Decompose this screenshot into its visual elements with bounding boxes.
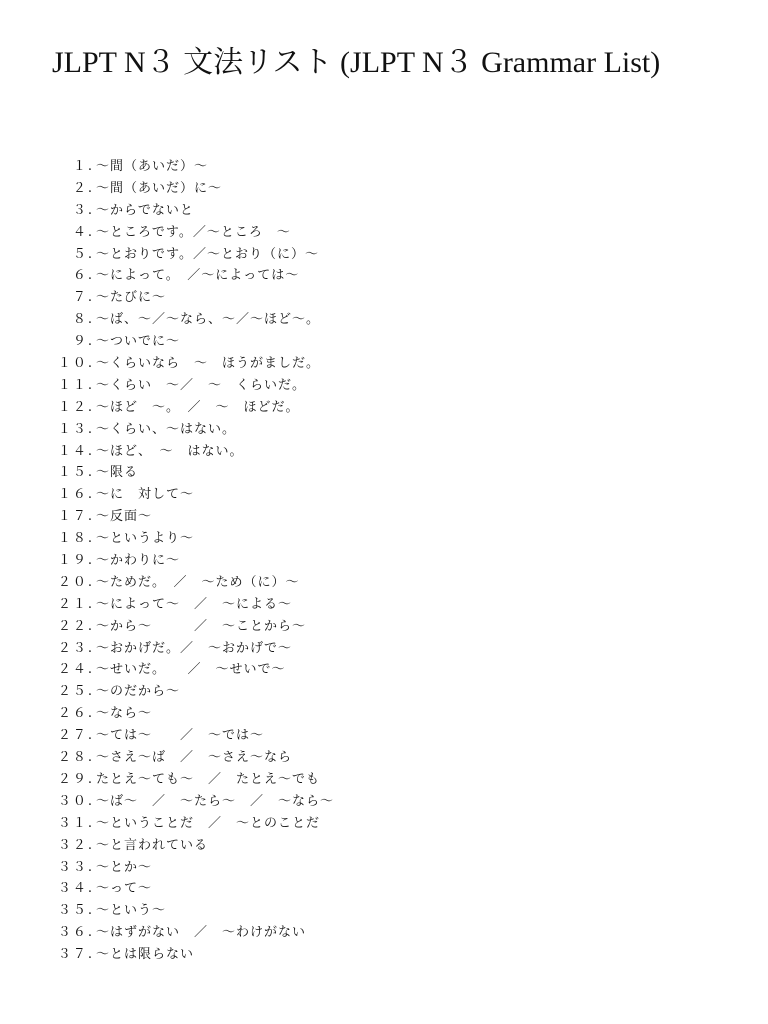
grammar-pattern: 〜に 対して〜 (96, 487, 195, 503)
item-number: ２０. (57, 574, 94, 590)
item-number: ４. (72, 224, 94, 240)
item-number: ３４. (57, 881, 94, 897)
item-number: ８. (72, 312, 94, 328)
grammar-pattern: 〜限る (96, 465, 139, 481)
item-number: ２. (72, 180, 94, 196)
list-item (0, 397, 334, 419)
page-title: JLPT N３ 文法リスト (JLPT N３ Grammar List) (52, 46, 661, 79)
list-item (0, 506, 334, 528)
list-item (0, 616, 334, 638)
grammar-pattern: 〜って〜 (96, 881, 153, 897)
list-item (0, 528, 334, 550)
grammar-pattern: 〜からでないと (96, 202, 194, 218)
item-number: ３０. (57, 793, 94, 809)
grammar-pattern: 〜せいだ。 ／ 〜せいで〜 (96, 662, 286, 678)
item-number: ２５. (57, 684, 94, 700)
list-item (0, 484, 334, 506)
grammar-pattern: 〜とは限らない (96, 947, 195, 963)
list-item (0, 156, 334, 178)
list-item (0, 857, 334, 879)
item-number: ２２. (57, 618, 94, 634)
item-number: １１. (57, 377, 94, 393)
item-number: ３３. (57, 859, 94, 875)
list-item (0, 309, 334, 331)
grammar-pattern: 〜おかげだ。／ 〜おかげで〜 (96, 640, 293, 656)
list-item (0, 725, 334, 747)
grammar-pattern: 〜間（あいだ）〜 (96, 159, 209, 174)
list-item (0, 441, 334, 463)
list-item (0, 462, 334, 484)
item-number: １７. (57, 509, 94, 525)
grammar-pattern: 〜のだから〜 (96, 684, 181, 700)
list-item (0, 835, 334, 857)
grammar-pattern: 〜くらい、〜はない。 (96, 421, 237, 437)
item-number: ３２. (57, 837, 94, 853)
list-item (0, 900, 334, 922)
grammar-pattern: 〜はずがない ／ 〜わけがない (96, 925, 307, 941)
list-item (0, 638, 334, 660)
grammar-pattern: 〜ところです。／〜ところ 〜 (96, 224, 291, 240)
grammar-pattern: 〜間（あいだ）に〜 (96, 180, 223, 196)
item-number: ２７. (57, 728, 94, 744)
item-number: １. (72, 159, 94, 174)
grammar-pattern: 〜とおりです。／〜とおり（に）〜 (96, 246, 319, 262)
grammar-pattern: 〜なら〜 (96, 706, 153, 722)
item-number: ２３. (57, 640, 94, 656)
list-item (0, 791, 334, 813)
item-number: ３５. (57, 903, 94, 919)
item-number: ３６. (57, 925, 94, 941)
item-number: １４. (57, 443, 94, 459)
grammar-pattern: 〜ほど、 〜 はない。 (96, 443, 244, 459)
grammar-pattern: 〜とか〜 (96, 859, 153, 875)
list-item (0, 703, 334, 725)
list-item (0, 681, 334, 703)
list-item (0, 244, 334, 266)
list-item (0, 178, 334, 200)
item-number: ６. (72, 268, 94, 284)
grammar-pattern: 〜という〜 (96, 903, 167, 919)
list-item (0, 594, 334, 616)
list-item (0, 922, 334, 944)
grammar-list (0, 156, 334, 966)
list-item (0, 353, 334, 375)
list-item (0, 659, 334, 681)
item-number: ３. (72, 202, 94, 218)
list-item (0, 375, 334, 397)
grammar-pattern: 〜ためだ。 ／ 〜ため（に）〜 (96, 574, 300, 590)
item-number: ２８. (57, 750, 94, 766)
grammar-pattern: 〜によって〜 ／ 〜による〜 (96, 596, 293, 612)
item-number: ２９. (57, 771, 94, 787)
item-number: ３７. (57, 947, 94, 963)
item-number: ７. (72, 290, 94, 306)
grammar-pattern: 〜反面〜 (96, 509, 153, 525)
grammar-pattern: 〜によって。 ／〜によっては〜 (96, 268, 300, 284)
grammar-pattern: 〜というより〜 (96, 531, 195, 547)
grammar-pattern: 〜さえ〜ば ／ 〜さえ〜なら (96, 750, 293, 766)
grammar-pattern: たとえ〜ても〜 ／ たとえ〜でも (96, 771, 321, 787)
list-item (0, 769, 334, 791)
item-number: ９. (72, 334, 94, 350)
item-number: １５. (57, 465, 94, 481)
grammar-pattern: 〜ば〜 ／ 〜たら〜 ／ 〜なら〜 (96, 793, 335, 809)
grammar-pattern: 〜ば、〜／〜なら、〜／〜ほど〜。 (96, 312, 321, 328)
grammar-pattern: 〜かわりに〜 (96, 553, 181, 569)
list-item (0, 265, 334, 287)
list-item (0, 287, 334, 309)
list-item (0, 419, 334, 441)
item-number: １３. (57, 421, 94, 437)
item-number: １６. (57, 487, 94, 503)
grammar-pattern: 〜から〜 ／ 〜ことから〜 (96, 618, 307, 634)
grammar-pattern: 〜ては〜 ／ 〜では〜 (96, 728, 265, 744)
list-item (0, 572, 334, 594)
item-number: １８. (57, 531, 94, 547)
grammar-pattern: 〜と言われている (96, 837, 209, 853)
grammar-pattern: 〜ということだ ／ 〜とのことだ (96, 815, 321, 831)
grammar-pattern: 〜くらい 〜／ 〜 くらいだ。 (96, 377, 307, 393)
grammar-pattern: 〜くらいなら 〜 ほうがましだ。 (96, 356, 321, 372)
list-item (0, 878, 334, 900)
grammar-pattern: 〜ついでに〜 (96, 334, 181, 350)
item-number: １９. (57, 553, 94, 569)
list-item (0, 222, 334, 244)
list-item (0, 747, 334, 769)
list-item (0, 550, 334, 572)
list-item (0, 944, 334, 966)
item-number: ２１. (57, 596, 94, 612)
item-number: ２４. (57, 662, 94, 678)
item-number: １２. (57, 399, 94, 415)
item-number: ２６. (57, 706, 94, 722)
item-number: ５. (72, 246, 94, 262)
item-number: ３１. (57, 815, 94, 831)
list-item (0, 200, 334, 222)
grammar-pattern: 〜ほど 〜。 ／ 〜 ほどだ。 (96, 399, 300, 415)
item-number: １０. (57, 356, 94, 372)
list-item (0, 813, 334, 835)
grammar-pattern: 〜たびに〜 (96, 290, 167, 306)
list-item (0, 331, 334, 353)
